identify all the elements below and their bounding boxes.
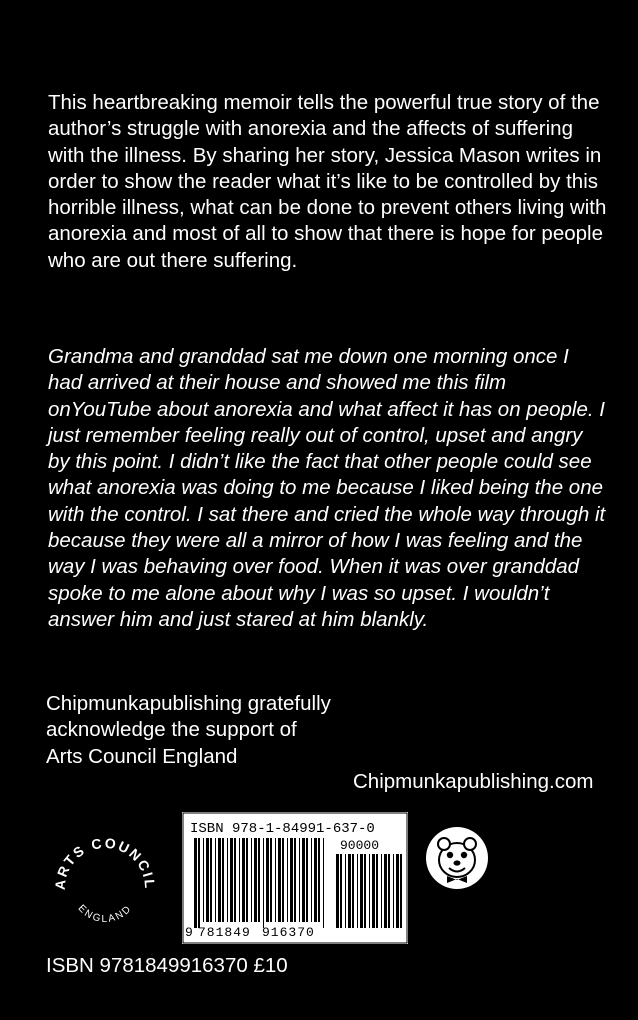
isbn-barcode: [182, 812, 408, 944]
barcode-bar: [340, 854, 342, 928]
barcode-bar: [294, 838, 296, 922]
barcode-bar: [227, 838, 228, 922]
barcode-bar: [218, 838, 221, 922]
barcode-bar: [290, 838, 293, 922]
barcode-bar: [372, 854, 375, 928]
barcode-bar: [278, 838, 281, 922]
barcode-bar: [263, 838, 264, 928]
barcode-bar: [352, 854, 354, 928]
barcode-bar: [251, 838, 252, 922]
chipmunk-icon: [425, 826, 489, 890]
barcode-bar: [306, 838, 308, 922]
acknowledgement-text: Chipmunkapublishing gratefully acknowledge the support of Arts Council England: [46, 692, 331, 768]
barcode-bar: [302, 838, 305, 922]
barcode-bar: [254, 838, 257, 922]
barcode-bar: [203, 838, 204, 922]
barcode-bar: [258, 838, 260, 922]
barcode-bar: [348, 854, 351, 928]
barcode-bar: [222, 838, 224, 922]
barcode-bar: [400, 854, 402, 928]
barcode-bar: [388, 854, 390, 928]
barcode-bar: [275, 838, 276, 922]
barcode-bar: [376, 854, 378, 928]
barcode-bar: [323, 838, 324, 928]
barcode-digits-group2: 916370: [262, 925, 315, 940]
barcode-bar: [230, 838, 233, 922]
publisher-website[interactable]: Chipmunkapublishing.com: [353, 770, 594, 793]
price: £10: [253, 954, 288, 977]
blurb-text: This heartbreaking memoir tells the powerful true story of the author’s struggle with anorexia and the affects of suffering with the illness. By sharing her story, Jessica Mason writes in order to show the reader what it’s like to be controlled by this horrible illness, what can be done to prevent others living with anorexia and most of all to show that there is hope for people who are out there suffering.: [48, 91, 607, 272]
barcode-bar: [210, 838, 212, 922]
isbn-price-line: [46, 953, 288, 979]
barcode-bar: [381, 854, 382, 928]
barcode-bar: [369, 854, 370, 928]
barcode-bar: [239, 838, 240, 922]
barcode-bar: [357, 854, 358, 928]
barcode-bar: [266, 838, 269, 922]
barcode-bar: [396, 854, 399, 928]
barcode-bar: [246, 838, 248, 922]
barcode-bar: [311, 838, 312, 922]
barcode-addon-code: 90000: [340, 838, 380, 853]
barcode-bar: [364, 854, 366, 928]
arts-council-logo-icon: [48, 826, 162, 940]
arts-council-bottom-text: ENGLAND: [75, 902, 135, 925]
arts-council-top-text: ARTS COUNCIL: [51, 834, 159, 891]
barcode-bar: [282, 838, 284, 922]
barcode-bar: [360, 854, 363, 928]
chipmunk-logo: [425, 826, 489, 890]
excerpt-text: Grandma and granddad sat me down one morning once I had arrived at their house and showed me this film onYouTube about anorexia and what affect it has on people. I just remember feeling really out of control, upset and angry by this point. I didn’t like the fact that other people could see what anorexia was doing to me because I liked being the one with the control. I sat there and cried the whole way through it because they were all a mirror of how I was feeling and the way I was behaving over food. When it was over granddad spoke to me alone about why I was so upset. I wouldn’t answer him and just stared at him blankly.: [48, 345, 606, 631]
barcode-bar: [198, 838, 200, 928]
isbn-number: ISBN 9781849916370: [46, 954, 248, 977]
barcode-bar: [234, 838, 236, 922]
barcode-bar: [393, 854, 394, 928]
barcode-bar: [384, 854, 387, 928]
barcode-bar: [299, 838, 300, 922]
barcode-bar: [345, 854, 346, 928]
barcode-bar: [206, 838, 209, 922]
barcode-digits-group1: 781849: [198, 925, 251, 940]
barcode-bar: [194, 838, 197, 928]
barcode-bar: [318, 838, 320, 922]
barcode-bar: [242, 838, 245, 922]
barcode-isbn-text: ISBN 978-1-84991-637-0: [190, 821, 375, 837]
barcode-bar: [314, 838, 317, 922]
barcode-bar: [215, 838, 216, 922]
barcode-bar: [287, 838, 288, 922]
barcode-bar: [270, 838, 272, 922]
barcode-bar: [336, 854, 339, 928]
barcode-digit-lead: 9: [185, 925, 193, 940]
arts-council-logo: [48, 826, 162, 940]
